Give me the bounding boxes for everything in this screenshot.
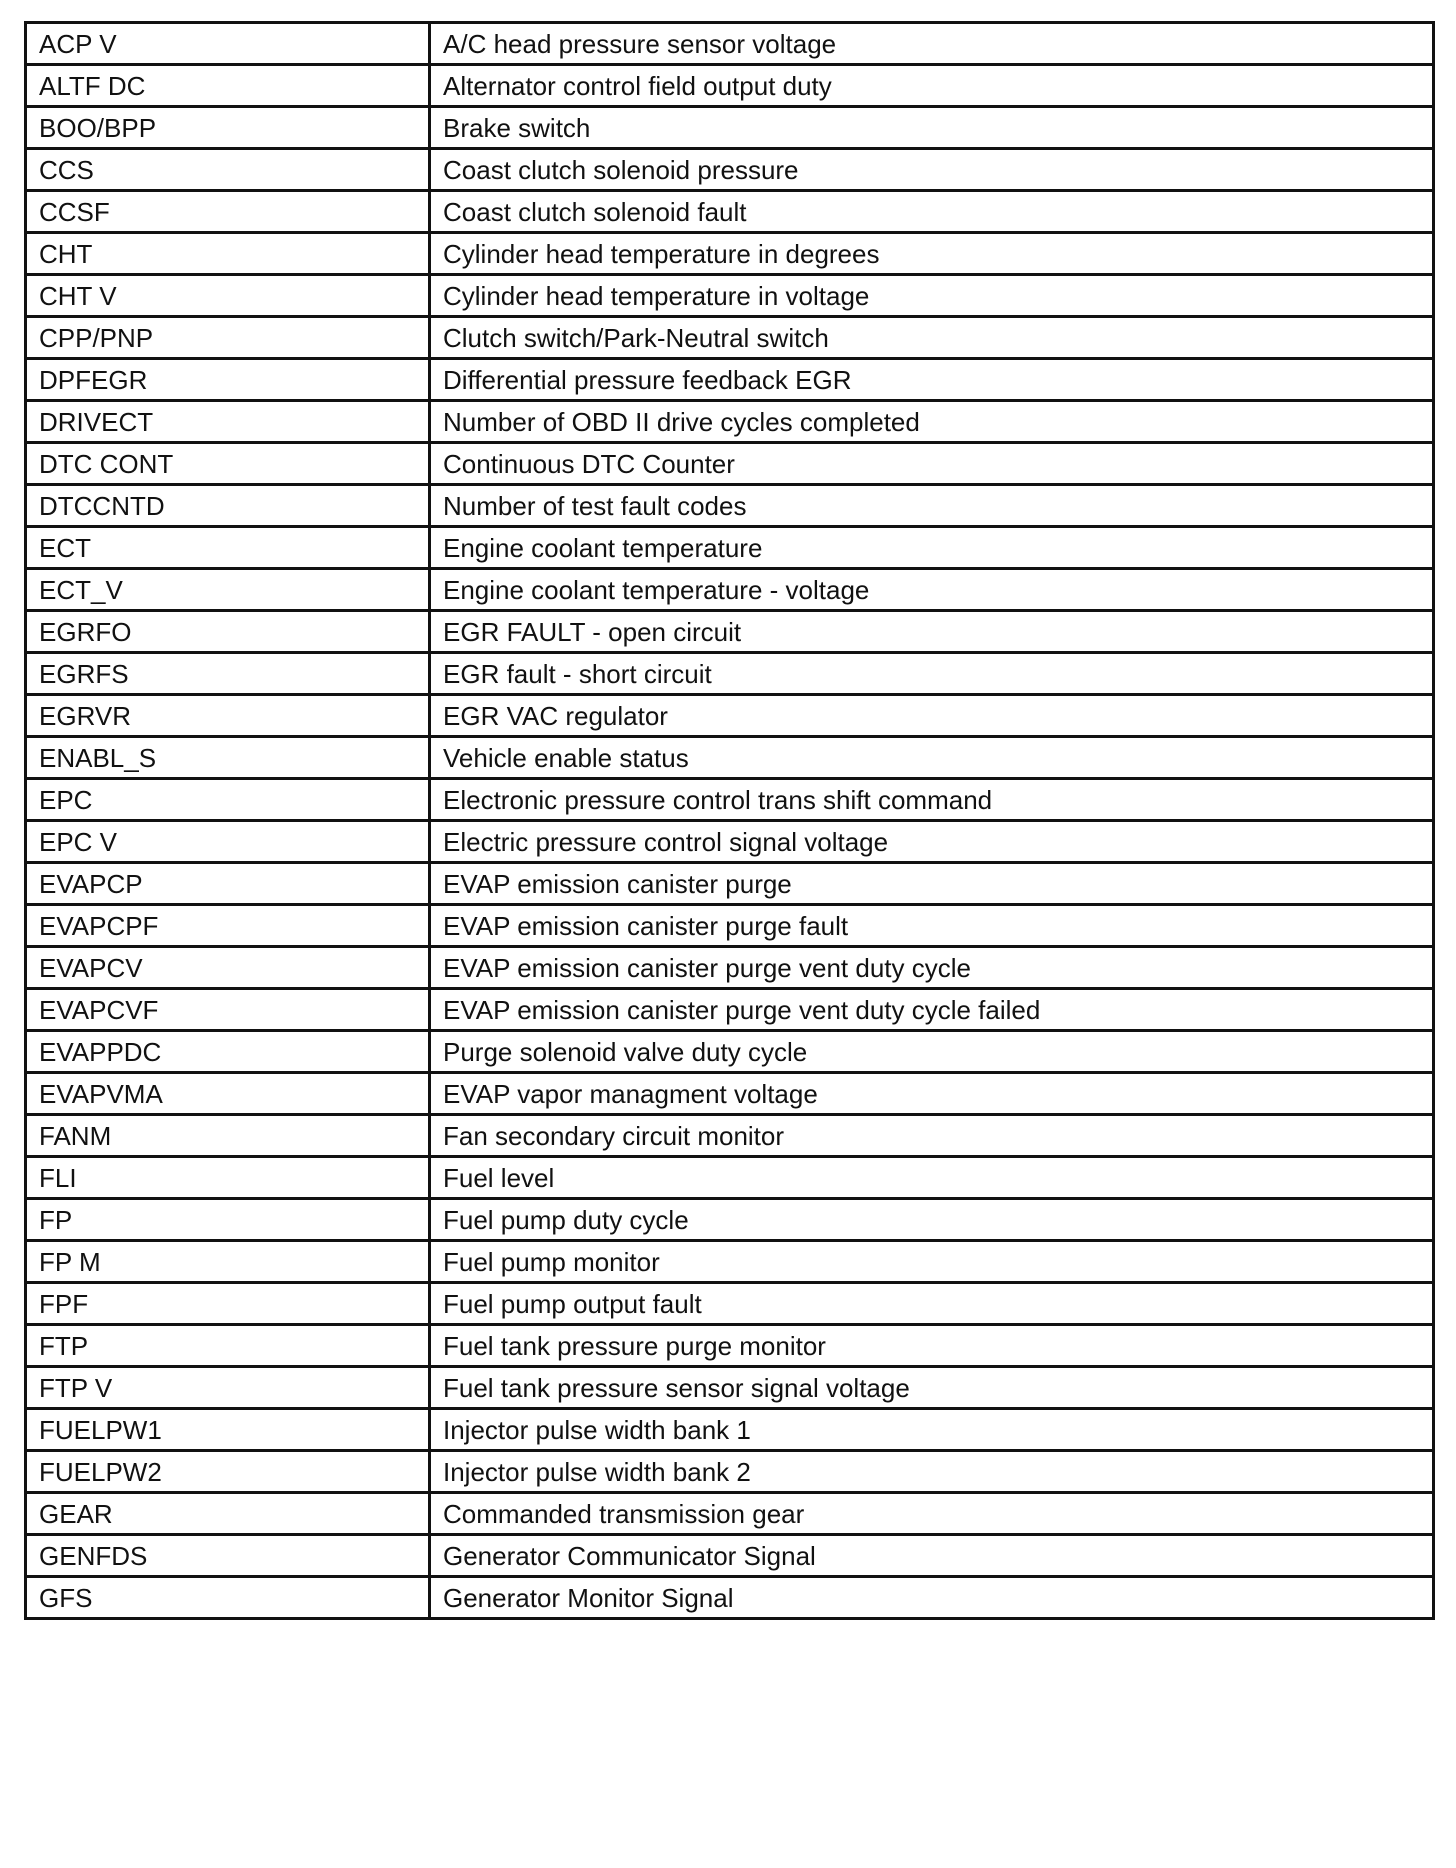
table-row [26,317,1434,359]
pid-description-cell: A/C head pressure sensor voltage [430,23,1434,65]
pid-code-cell: GENFDS [26,1535,430,1577]
pid-description-cell: Fuel tank pressure sensor signal voltage [430,1367,1434,1409]
table-row [26,275,1434,317]
table-row [26,569,1434,611]
pid-code-cell: CHT [26,233,430,275]
table-row [26,1409,1434,1451]
pid-description-cell: Vehicle enable status [430,737,1434,779]
table-row [26,611,1434,653]
pid-description-cell: Coast clutch solenoid fault [430,191,1434,233]
pid-description-cell: EVAP emission canister purge vent duty cycle failed [430,989,1434,1031]
pid-code-cell: EVAPCVF [26,989,430,1031]
table-row [26,947,1434,989]
pid-description-cell: Commanded transmission gear [430,1493,1434,1535]
pid-code-cell: ENABL_S [26,737,430,779]
pid-description-cell: Fuel tank pressure purge monitor [430,1325,1434,1367]
pid-description-cell: EVAP vapor managment voltage [430,1073,1434,1115]
table-row [26,1451,1434,1493]
pid-description-cell: Generator Communicator Signal [430,1535,1434,1577]
pid-description-cell: Engine coolant temperature [430,527,1434,569]
table-row [26,653,1434,695]
pid-code-cell: EGRFO [26,611,430,653]
table-row [26,863,1434,905]
document-page [24,21,1432,1620]
table-row [26,1325,1434,1367]
pid-description-cell: Engine coolant temperature - voltage [430,569,1434,611]
table-row [26,107,1434,149]
pid-description-cell: Cylinder head temperature in voltage [430,275,1434,317]
pid-code-cell: DPFEGR [26,359,430,401]
table-row [26,191,1434,233]
pid-code-cell: EVAPVMA [26,1073,430,1115]
pid-description-cell: Clutch switch/Park-Neutral switch [430,317,1434,359]
pid-code-cell: FLI [26,1157,430,1199]
table-row [26,695,1434,737]
table-row [26,401,1434,443]
table-row [26,779,1434,821]
table-row [26,1157,1434,1199]
pid-code-cell: EVAPCV [26,947,430,989]
pid-code-cell: DRIVECT [26,401,430,443]
table-row [26,905,1434,947]
pid-code-cell: FPF [26,1283,430,1325]
table-row [26,1283,1434,1325]
pid-code-cell: CCSF [26,191,430,233]
pid-description-cell: Continuous DTC Counter [430,443,1434,485]
table-row [26,1073,1434,1115]
pid-description-cell: Number of test fault codes [430,485,1434,527]
table-row [26,1199,1434,1241]
pid-code-cell: EGRVR [26,695,430,737]
pid-description-cell: Electronic pressure control trans shift command [430,779,1434,821]
pid-description-cell: Fan secondary circuit monitor [430,1115,1434,1157]
pid-description-cell: Fuel level [430,1157,1434,1199]
table-row [26,1577,1434,1619]
pid-code-cell: FTP V [26,1367,430,1409]
pid-code-cell: ECT [26,527,430,569]
table-row [26,23,1434,65]
table-row [26,527,1434,569]
pid-description-cell: Differential pressure feedback EGR [430,359,1434,401]
pid-code-cell: EVAPCP [26,863,430,905]
pid-description-cell: Coast clutch solenoid pressure [430,149,1434,191]
pid-description-cell: EGR FAULT - open circuit [430,611,1434,653]
pid-code-cell: GEAR [26,1493,430,1535]
pid-code-cell: GFS [26,1577,430,1619]
pid-code-cell: EPC [26,779,430,821]
pid-description-cell: Injector pulse width bank 1 [430,1409,1434,1451]
pid-code-cell: EPC V [26,821,430,863]
pid-code-cell: FUELPW2 [26,1451,430,1493]
pid-code-cell: DTCCNTD [26,485,430,527]
pid-code-cell: DTC CONT [26,443,430,485]
pid-code-cell: ACP V [26,23,430,65]
table-row [26,737,1434,779]
pid-code-cell: FANM [26,1115,430,1157]
pid-code-cell: CPP/PNP [26,317,430,359]
pid-code-cell: BOO/BPP [26,107,430,149]
pid-code-cell: CHT V [26,275,430,317]
pid-description-cell: Number of OBD II drive cycles completed [430,401,1434,443]
table-row [26,989,1434,1031]
pid-description-cell: EGR fault - short circuit [430,653,1434,695]
table-row [26,1493,1434,1535]
pid-description-cell: Alternator control field output duty [430,65,1434,107]
pid-description-cell: Cylinder head temperature in degrees [430,233,1434,275]
table-row [26,443,1434,485]
pid-description-cell: Injector pulse width bank 2 [430,1451,1434,1493]
table-row [26,359,1434,401]
pid-description-cell: Brake switch [430,107,1434,149]
pid-description-cell: EVAP emission canister purge [430,863,1434,905]
pid-code-cell: CCS [26,149,430,191]
table-row [26,1535,1434,1577]
table-row [26,485,1434,527]
table-row [26,1241,1434,1283]
pid-description-cell: Fuel pump output fault [430,1283,1434,1325]
pid-description-cell: Electric pressure control signal voltage [430,821,1434,863]
table-row [26,233,1434,275]
pid-description-cell: EVAP emission canister purge vent duty cycle [430,947,1434,989]
pid-code-cell: FUELPW1 [26,1409,430,1451]
pid-description-cell: Fuel pump duty cycle [430,1199,1434,1241]
pid-code-cell: EGRFS [26,653,430,695]
table-row [26,149,1434,191]
table-row [26,1367,1434,1409]
pid-description-cell: Fuel pump monitor [430,1241,1434,1283]
pid-description-cell: EGR VAC regulator [430,695,1434,737]
pid-description-cell: Generator Monitor Signal [430,1577,1434,1619]
table-row [26,1115,1434,1157]
pid-code-cell: EVAPCPF [26,905,430,947]
table-body [26,23,1434,1619]
pid-code-cell: FTP [26,1325,430,1367]
pid-code-cell: FP [26,1199,430,1241]
pid-description-cell: EVAP emission canister purge fault [430,905,1434,947]
pid-code-cell: FP M [26,1241,430,1283]
table-row [26,65,1434,107]
table-row [26,821,1434,863]
pid-code-cell: ALTF DC [26,65,430,107]
pid-code-cell: EVAPPDC [26,1031,430,1073]
pid-definition-table [24,21,1435,1620]
pid-description-cell: Purge solenoid valve duty cycle [430,1031,1434,1073]
table-row [26,1031,1434,1073]
pid-code-cell: ECT_V [26,569,430,611]
